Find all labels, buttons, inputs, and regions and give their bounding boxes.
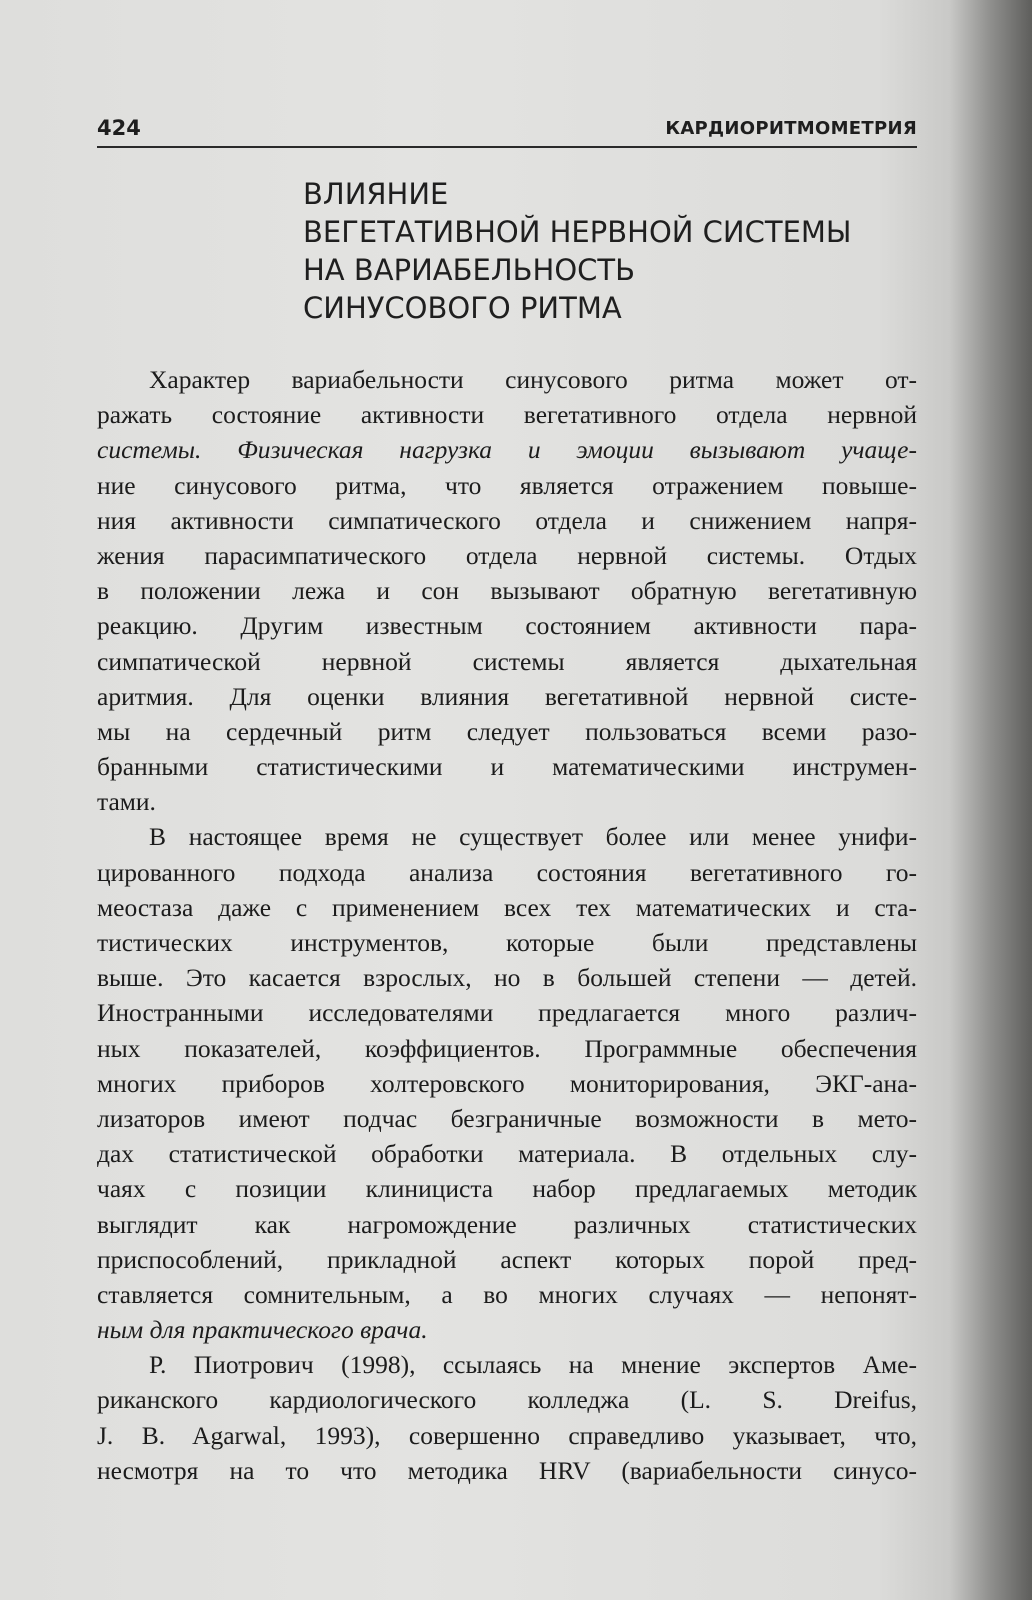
page-number: 424 [97, 116, 141, 140]
text-line: выглядит как нагромождение различных статистических [97, 1209, 917, 1239]
text-line: ражать состояние активности вегетативного отдела нервной [97, 400, 917, 430]
text-line: системы. Физическая нагрузка и эмоции вызывают учаще- [97, 435, 917, 465]
text-line: чаях с позиции клинициста набор предлагаемых методик [97, 1174, 917, 1204]
text-line: меостаза даже с применением всех тех математических и ста- [97, 892, 917, 922]
text-line: Иностранными исследователями предлагается много различ- [97, 998, 917, 1028]
paragraph [97, 1347, 917, 1488]
text-line: дах статистической обработки материала. В отдельных слу- [97, 1139, 917, 1169]
text-line: В настоящее время не существует более или менее унифи- [149, 822, 917, 852]
text-line: аритмия. Для оценки влияния вегетативной нервной систе- [97, 681, 917, 711]
text-line: жения парасимпатического отдела нервной системы. Отдых [97, 540, 917, 570]
running-head: КАРДИОРИТМОМЕТРИЯ [665, 118, 917, 139]
title-line: СИНУСОВОГО РИТМА [303, 291, 622, 325]
text-line: риканского кардиологического колледжа (L. S. Dreifus, [97, 1385, 917, 1415]
text-line: тистических инструментов, которые были представлены [97, 928, 917, 957]
page-header [97, 110, 917, 148]
text-line: мы на сердечный ритм следует пользоваться всеми разо- [97, 716, 917, 746]
text-line: ным для практического врача. [97, 1315, 428, 1345]
text-line: в положении лежа и сон вызывают обратную вегетативную [97, 576, 917, 606]
text-line: ния активности симпатического отдела и снижением напря- [97, 505, 917, 535]
text-line: Характер вариабельности синусового ритма может от- [149, 365, 917, 394]
text-line: симпатической нервной системы является дыхательная [97, 646, 917, 676]
text-line: несмотря на то что методика HRV (вариабельности синусо- [97, 1455, 917, 1485]
text-line: ставляется сомнительным, а во многих случаях — непонят- [97, 1279, 917, 1309]
section-title [303, 175, 923, 327]
text-line: реакцию. Другим известным состоянием активности пара- [97, 611, 917, 641]
text-line: цированного подхода анализа состояния вегетативного го- [97, 857, 917, 887]
text-line: лизаторов имеют подчас безграничные возможности в мето- [97, 1103, 917, 1133]
title-line: НА ВАРИАБЕЛЬНОСТЬ [303, 253, 636, 287]
title-line: ВЕГЕТАТИВНОЙ НЕРВНОЙ СИСТЕМЫ [303, 215, 852, 249]
text-line: приспособлений, прикладной аспект которых порой пред- [97, 1244, 917, 1274]
body-text [97, 362, 917, 1488]
text-line: Р. Пиотрович (1998), ссылаясь на мнение экспертов Аме- [149, 1350, 917, 1380]
text-line: J. B. Agarwal, 1993), совершенно справедливо указывает, что, [97, 1420, 917, 1450]
text-line: выше. Это касается взрослых, но в большей степени — детей. [97, 963, 917, 993]
text-line: ние синусового ритма, что является отражением повыше- [97, 470, 917, 500]
paragraph [97, 362, 917, 819]
paragraph [97, 819, 917, 1347]
text-line: бранными статистическими и математическими инструмен- [97, 752, 917, 782]
title-line: ВЛИЯНИЕ [303, 177, 449, 211]
text-line: ных показателей, коэффициентов. Программные обеспечения [97, 1033, 917, 1063]
text-line: тами. [97, 787, 156, 817]
text-line: многих приборов холтеровского мониторирования, ЭКГ-ана- [97, 1068, 917, 1098]
